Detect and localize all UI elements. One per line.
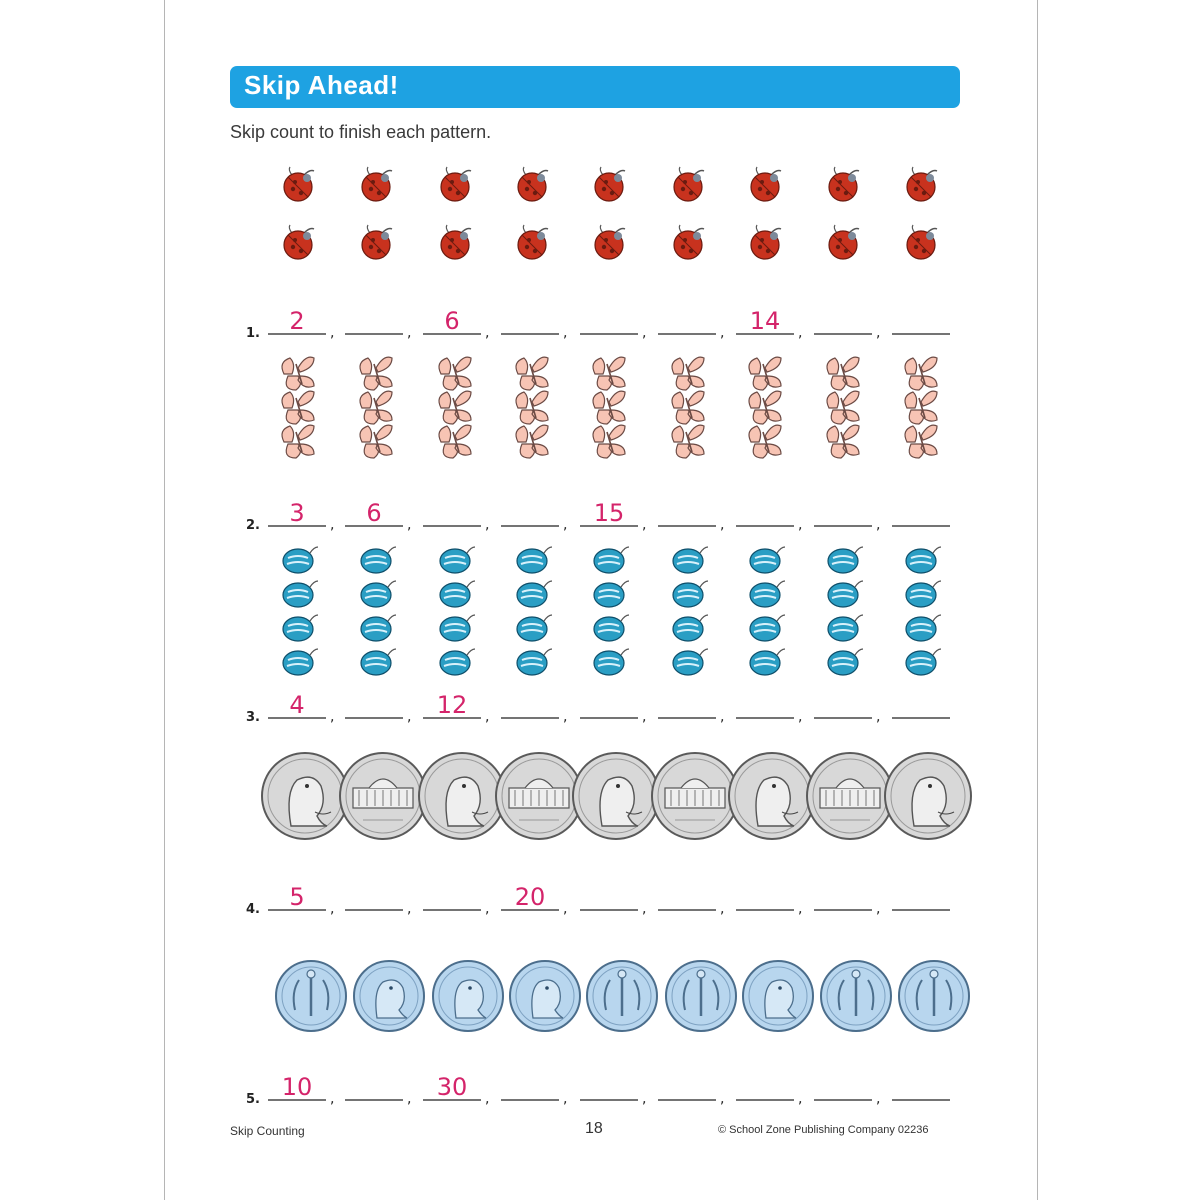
comma-separator: ,	[642, 901, 647, 917]
footer-page-number: 18	[585, 1120, 603, 1137]
nickel-icon	[262, 753, 348, 839]
comma-separator: ,	[720, 1091, 725, 1107]
comma-separator: ,	[485, 901, 490, 917]
nickel-icon	[885, 753, 971, 839]
comma-separator: ,	[563, 517, 568, 533]
nickel-icon	[419, 753, 505, 839]
comma-separator: ,	[720, 325, 725, 341]
handwritten-answer: 6	[366, 499, 382, 527]
problem-5	[246, 961, 969, 1107]
ladybug-icon	[674, 167, 704, 259]
comma-separator: ,	[563, 901, 568, 917]
comma-separator: ,	[642, 709, 647, 725]
comma-separator: ,	[330, 517, 335, 533]
nickel-icon	[573, 753, 659, 839]
ladybug-icon	[829, 167, 859, 259]
butterfly-icon	[282, 357, 314, 458]
comma-separator: ,	[876, 1091, 881, 1107]
butterfly-icon	[360, 357, 392, 458]
comma-separator: ,	[407, 901, 412, 917]
instructions-text: Skip count to finish each pattern.	[230, 122, 492, 142]
picture-row	[282, 357, 937, 458]
ladybug-icon	[284, 167, 314, 259]
blue-bug-icon	[828, 547, 863, 675]
problem-number: 5.	[246, 1092, 260, 1107]
comma-separator: ,	[798, 325, 803, 341]
comma-separator: ,	[485, 517, 490, 533]
butterfly-icon	[439, 357, 471, 458]
dime-icon	[510, 961, 580, 1031]
blue-bug-icon	[750, 547, 785, 675]
blue-bug-icon	[517, 547, 552, 675]
dime-icon	[433, 961, 503, 1031]
blue-bug-icon	[283, 547, 318, 675]
footer-copyright: © School Zone Publishing Company 02236	[718, 1124, 929, 1136]
problem-3	[246, 547, 950, 725]
picture-row	[283, 547, 941, 675]
footer-section-label: Skip Counting	[230, 1124, 305, 1138]
nickel-icon	[652, 753, 738, 839]
comma-separator: ,	[330, 901, 335, 917]
ladybug-icon	[441, 167, 471, 259]
comma-separator: ,	[876, 901, 881, 917]
comma-separator: ,	[485, 709, 490, 725]
comma-separator: ,	[485, 325, 490, 341]
problem-number: 2.	[246, 518, 260, 533]
comma-separator: ,	[407, 709, 412, 725]
comma-separator: ,	[330, 1091, 335, 1107]
butterfly-icon	[905, 357, 937, 458]
handwritten-answer: 5	[289, 883, 305, 911]
comma-separator: ,	[563, 1091, 568, 1107]
ladybug-icon	[362, 167, 392, 259]
handwritten-answer: 30	[436, 1073, 468, 1101]
handwritten-answer: 15	[593, 499, 625, 527]
problem-number: 1.	[246, 326, 260, 341]
handwritten-answer: 4	[289, 691, 305, 719]
nickel-icon	[496, 753, 582, 839]
dime-icon	[899, 961, 969, 1031]
dime-icon	[587, 961, 657, 1031]
problem-number: 4.	[246, 902, 260, 917]
comma-separator: ,	[330, 709, 335, 725]
comma-separator: ,	[407, 517, 412, 533]
comma-separator: ,	[876, 325, 881, 341]
dime-icon	[666, 961, 736, 1031]
nickel-icon	[807, 753, 893, 839]
picture-row	[284, 167, 937, 259]
ladybug-icon	[518, 167, 548, 259]
handwritten-answer: 20	[514, 883, 546, 911]
comma-separator: ,	[330, 325, 335, 341]
comma-separator: ,	[642, 325, 647, 341]
ladybug-icon	[907, 167, 937, 259]
comma-separator: ,	[798, 517, 803, 533]
dime-icon	[354, 961, 424, 1031]
problem-4	[246, 753, 971, 917]
problem-2	[246, 357, 950, 533]
dime-icon	[821, 961, 891, 1031]
dime-icon	[276, 961, 346, 1031]
comma-separator: ,	[407, 1091, 412, 1107]
blue-bug-icon	[906, 547, 941, 675]
butterfly-icon	[827, 357, 859, 458]
dime-icon	[743, 961, 813, 1031]
handwritten-answer: 3	[289, 499, 305, 527]
comma-separator: ,	[876, 709, 881, 725]
comma-separator: ,	[407, 325, 412, 341]
butterfly-icon	[516, 357, 548, 458]
nickel-icon	[340, 753, 426, 839]
comma-separator: ,	[720, 709, 725, 725]
comma-separator: ,	[563, 325, 568, 341]
comma-separator: ,	[798, 709, 803, 725]
butterfly-icon	[672, 357, 704, 458]
picture-row	[276, 961, 969, 1031]
blue-bug-icon	[440, 547, 475, 675]
butterfly-icon	[749, 357, 781, 458]
page-title: Skip Ahead!	[244, 70, 399, 100]
ladybug-icon	[751, 167, 781, 259]
comma-separator: ,	[798, 901, 803, 917]
comma-separator: ,	[642, 1091, 647, 1107]
butterfly-icon	[593, 357, 625, 458]
comma-separator: ,	[720, 901, 725, 917]
nickel-icon	[729, 753, 815, 839]
handwritten-answer: 12	[436, 691, 468, 719]
picture-row	[262, 753, 971, 839]
comma-separator: ,	[798, 1091, 803, 1107]
handwritten-answer: 14	[749, 307, 781, 335]
comma-separator: ,	[642, 517, 647, 533]
ladybug-icon	[595, 167, 625, 259]
handwritten-answer: 10	[281, 1073, 313, 1101]
comma-separator: ,	[720, 517, 725, 533]
handwritten-answer: 6	[444, 307, 460, 335]
blue-bug-icon	[673, 547, 708, 675]
handwritten-answer: 2	[289, 307, 305, 335]
problem-number: 3.	[246, 710, 260, 725]
comma-separator: ,	[485, 1091, 490, 1107]
comma-separator: ,	[876, 517, 881, 533]
problem-1	[246, 167, 950, 341]
blue-bug-icon	[594, 547, 629, 675]
comma-separator: ,	[563, 709, 568, 725]
blue-bug-icon	[361, 547, 396, 675]
